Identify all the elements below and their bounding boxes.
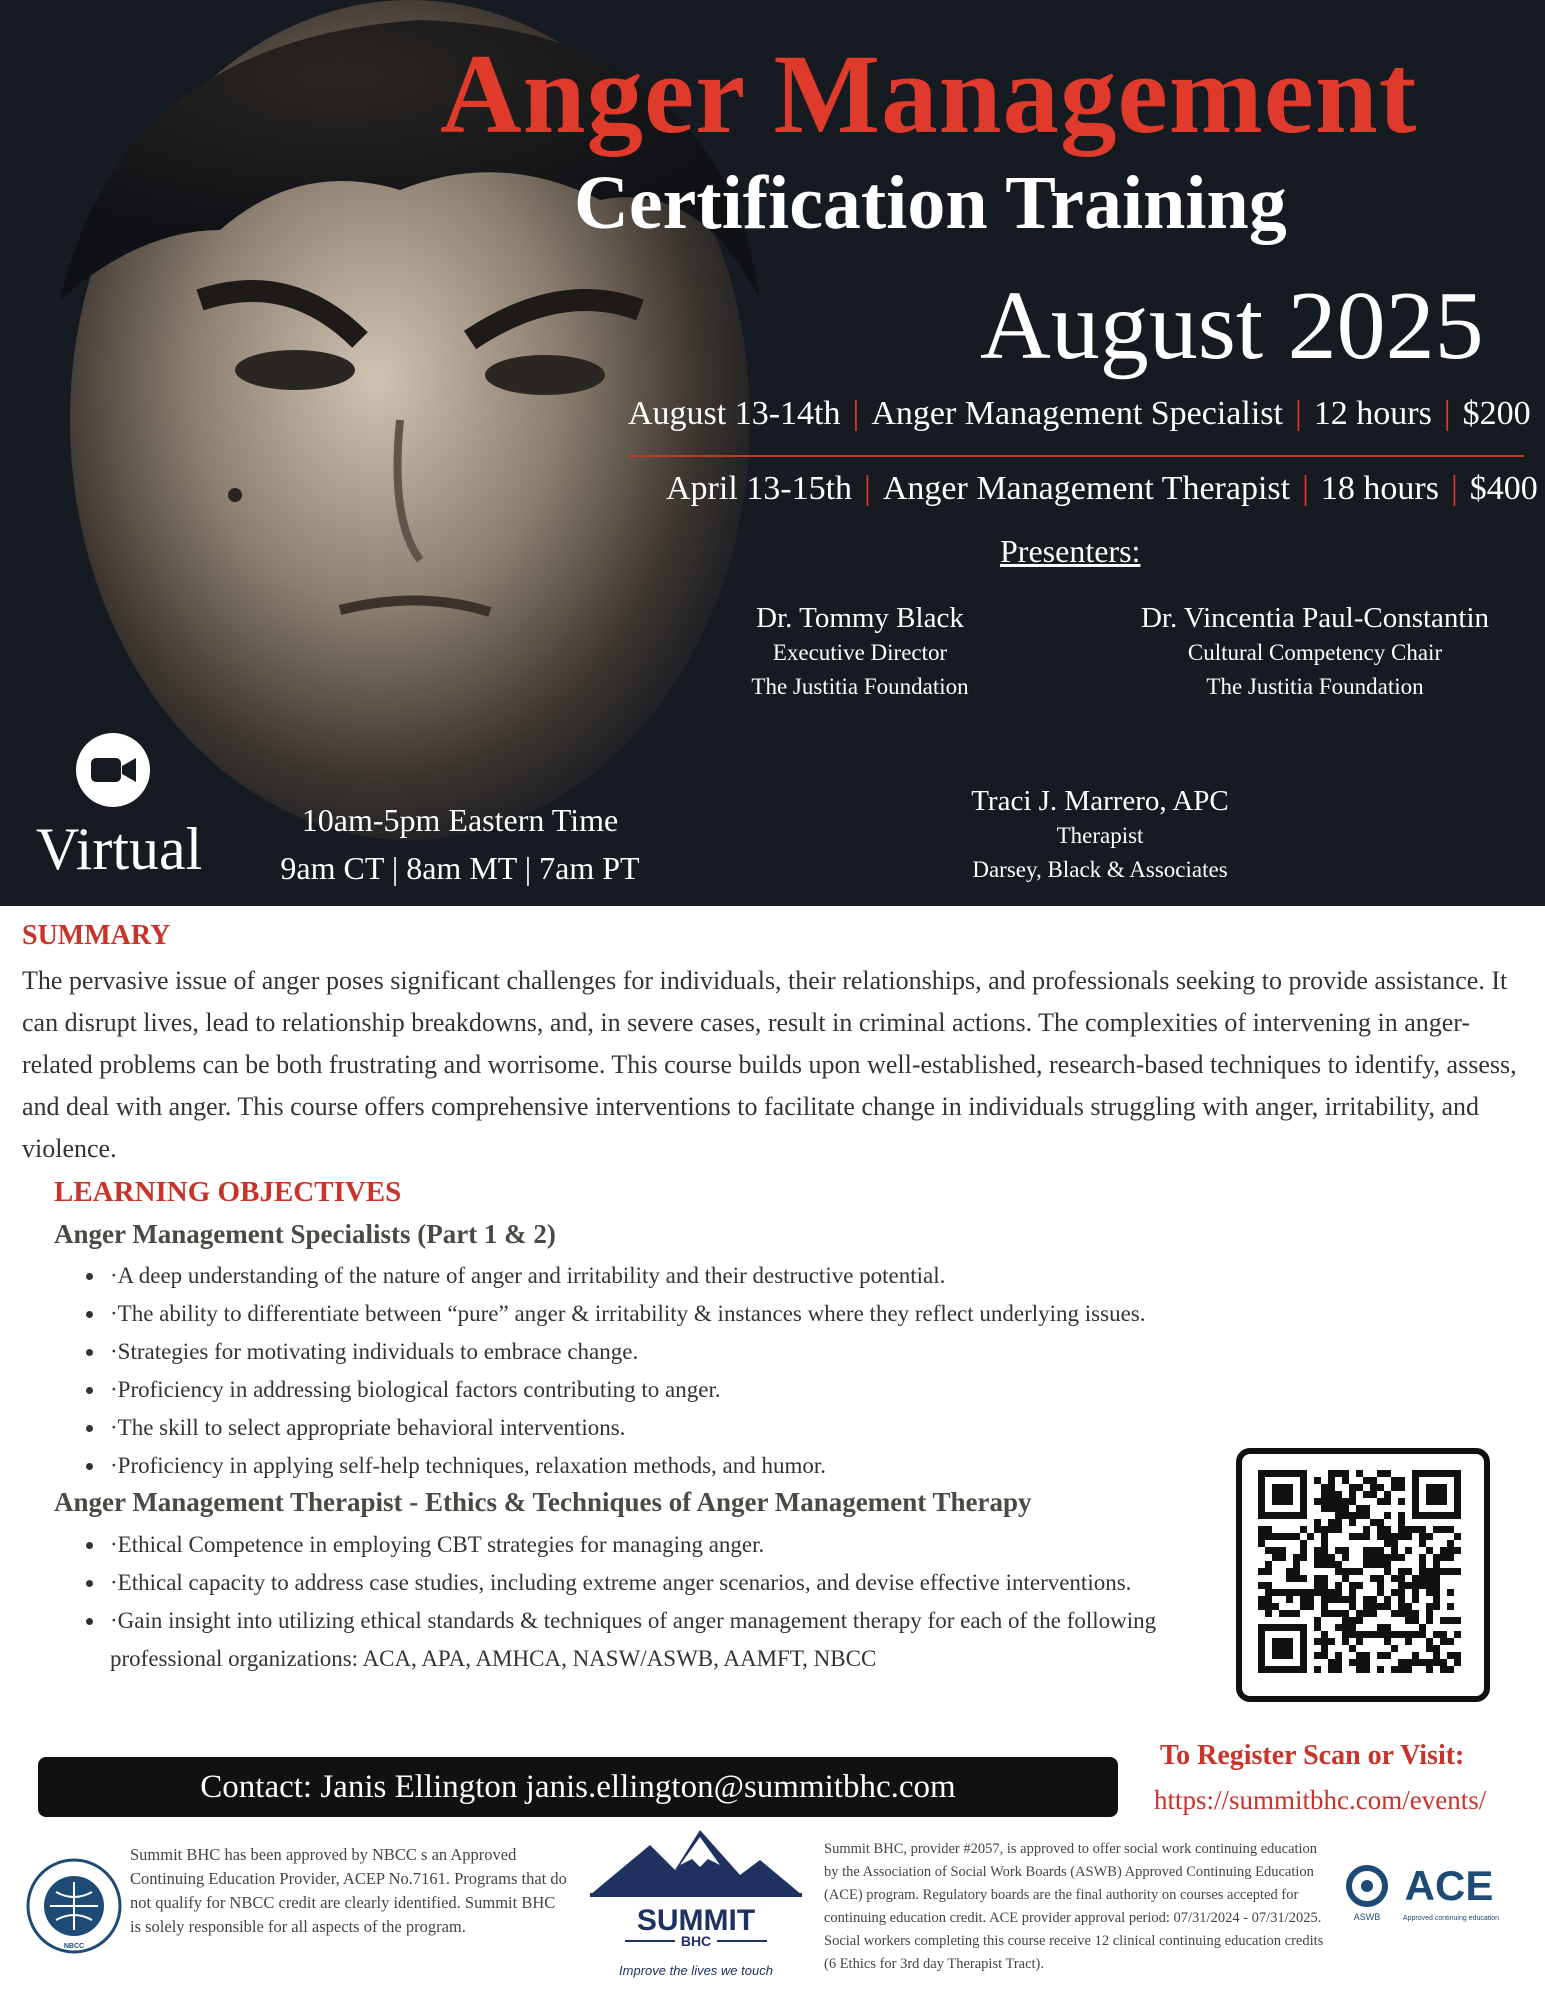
presenters-heading: Presenters: bbox=[1000, 533, 1141, 569]
list-item: • ·Ethical capacity to address case studies, including extreme anger scenarios, and devise effective interventions. bbox=[106, 1564, 1226, 1602]
register-link[interactable]: https://summitbhc.com/events/ bbox=[1154, 1785, 1487, 1815]
list-item: • ·A deep understanding of the nature of anger and irritability and their destructive potential. bbox=[106, 1257, 1256, 1295]
ace-logo-left: ASWB bbox=[1353, 1912, 1381, 1922]
session-course: Anger Management Specialist bbox=[871, 395, 1283, 432]
presenter-card bbox=[1135, 600, 1495, 704]
specialist-objectives bbox=[72, 1257, 1256, 1485]
list-item: • ·The skill to select appropriate behavioral interventions. bbox=[106, 1409, 1256, 1447]
session-course: Anger Management Therapist bbox=[882, 470, 1291, 507]
therapist-objectives bbox=[72, 1526, 1226, 1678]
video-camera-icon bbox=[76, 733, 150, 807]
event-month: August 2025 bbox=[980, 272, 1484, 380]
presenter-name: Dr. Tommy Black bbox=[756, 602, 964, 634]
specialist-heading: Anger Management Specialists (Part 1 & 2) bbox=[54, 1219, 556, 1249]
summit-logo-name: SUMMIT bbox=[636, 1904, 756, 1937]
ace-logo-right: Approved continuing education bbox=[1402, 1915, 1500, 1922]
nbcc-logo-name: NBCC bbox=[63, 1943, 85, 1950]
nbcc-statement: Summit BHC has been approved by NBCC s an Approved Continuing Education Provider, ACEP No.7161. Programs that do not qualify for NBCC credit are clearly identified. Summit BHC is solely responsible for all aspects of the program. bbox=[130, 1845, 567, 1936]
therapist-heading: Anger Management Therapist - Ethics & Techniques of Anger Management Therapy bbox=[54, 1487, 1032, 1517]
list-item: • ·The ability to differentiate between “pure” anger & irritability & instances where they reflect underlying issues. bbox=[106, 1295, 1256, 1333]
session-hours: 18 hours bbox=[1320, 470, 1439, 507]
virtual-label: Virtual bbox=[36, 816, 203, 882]
session-hours: 12 hours bbox=[1313, 395, 1432, 432]
session-price: $400 bbox=[1469, 470, 1538, 507]
presenter-name: Dr. Vincentia Paul-Constantin bbox=[1140, 602, 1490, 634]
presenter-card bbox=[720, 600, 1000, 704]
aswb-ace-logo bbox=[1345, 1860, 1515, 1930]
session-price: $200 bbox=[1462, 395, 1531, 432]
presenter-org: The Justitia Foundation bbox=[1206, 674, 1424, 699]
nbcc-logo bbox=[26, 1858, 122, 1954]
summit-tagline: Improve the lives we touch bbox=[619, 1963, 773, 1978]
registration-qr-code[interactable] bbox=[1236, 1448, 1490, 1702]
presenter-name: Traci J. Marrero, APC bbox=[971, 785, 1229, 817]
main-title: Anger Management bbox=[440, 32, 1418, 157]
session-dates: August 13-14th bbox=[628, 395, 841, 432]
list-item: • ·Ethical Competence in employing CBT strategies for managing anger. bbox=[106, 1526, 1226, 1564]
aswb-statement: Summit BHC, provider #2057, is approved to offer social work continuing education by the Association of Social Work Boards (ASWB) Approved Continuing Education (ACE) program. Regulatory boards are the final authority on courses accepted for continuing education credit. ACE provider approval period: 07/31/2024 - 07/31/2025. Social workers completing this course receive 12 clinical continuing education credits (6 Ethics for 3rd day Therapist Tract). bbox=[824, 1841, 1324, 1972]
main-subtitle: Certification Training bbox=[574, 161, 1287, 245]
session-dates: April 13-15th bbox=[666, 470, 853, 507]
list-item: • ·Proficiency in addressing biological factors contributing to anger. bbox=[106, 1371, 1256, 1409]
presenter-role: Executive Director bbox=[772, 640, 948, 665]
objectives-heading: LEARNING OBJECTIVES bbox=[54, 1176, 402, 1208]
presenter-role: Therapist bbox=[1056, 823, 1144, 848]
presenter-org: Darsey, Black & Associates bbox=[972, 857, 1228, 882]
hero-banner bbox=[0, 0, 1545, 906]
ace-logo-name: ACE bbox=[1404, 1862, 1494, 1909]
presenter-role: Cultural Competency Chair bbox=[1187, 640, 1443, 665]
list-item: • ·Proficiency in applying self-help techniques, relaxation methods, and humor. bbox=[106, 1447, 1256, 1485]
summary-text: The pervasive issue of anger poses significant challenges for individuals, their relationships, and professionals seeking to provide assistance. It can disrupt lives, lead to relationship breakdowns, and, in severe cases, result in criminal actions. The complexities of intervening in anger-related problems can be both frustrating and worrisome. This course builds upon well-established, research-based techniques to identify, assess, and deal with anger. This course offers comprehensive interventions to facilitate change in individuals struggling with anger, irritability, and violence. bbox=[22, 966, 1517, 1163]
session-divider bbox=[628, 455, 1524, 457]
summary-heading: SUMMARY bbox=[22, 920, 171, 951]
summit-bhc-logo bbox=[580, 1825, 810, 1995]
contact-bar: Contact: Janis Ellington janis.ellington@summitbhc.com bbox=[38, 1757, 1118, 1817]
summit-logo-sub: BHC bbox=[680, 1933, 712, 1949]
list-item: • ·Gain insight into utilizing ethical standards & techniques of anger management therapy for each of the following professional organizations: ACA, APA, AMHCA, NASW/ASWB, AAMFT, NBCC bbox=[106, 1602, 1226, 1678]
time-zones: 9am CT | 8am MT | 7am PT bbox=[280, 850, 640, 886]
register-heading: To Register Scan or Visit: bbox=[1160, 1740, 1465, 1771]
session-therapist: April 13-15th | Anger Management Therapist | 18 hours | $400 bbox=[666, 470, 1538, 507]
list-item: • ·Strategies for motivating individuals to embrace change. bbox=[106, 1333, 1256, 1371]
time-eastern: 10am-5pm Eastern Time bbox=[301, 802, 619, 838]
presenter-org: The Justitia Foundation bbox=[751, 674, 969, 699]
session-specialist: August 13-14th | Anger Management Specialist | 12 hours | $200 bbox=[628, 395, 1531, 432]
presenter-card bbox=[950, 783, 1250, 887]
event-times bbox=[250, 796, 670, 892]
